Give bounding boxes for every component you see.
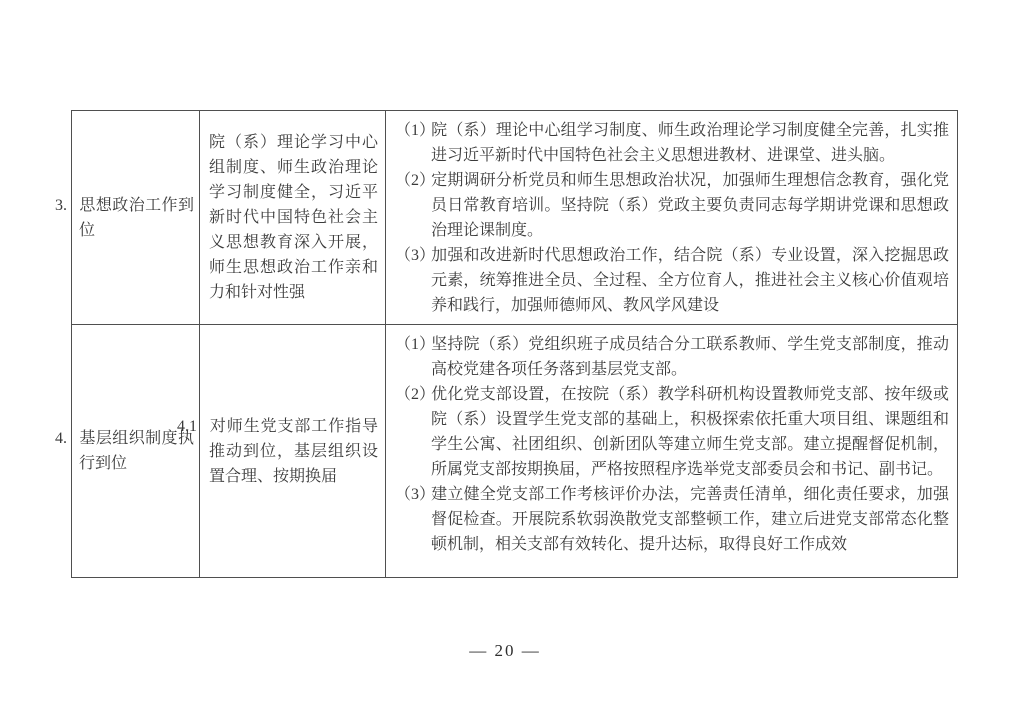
sub-criteria-text: 院（系）理论学习中心组制度、师生政治理论学习制度健全，习近平新时代中国特色社会主义思想教育深入开展，师生思想政治工作亲和力和针对性强 xyxy=(209,134,378,301)
detail-item-number: （1） xyxy=(395,336,436,353)
cell-item-number-name xyxy=(55,111,199,324)
item-label xyxy=(55,193,199,243)
detail-item-number: （3） xyxy=(395,247,436,264)
detail-item-number: （2） xyxy=(395,386,436,403)
table-row xyxy=(55,111,957,324)
item-number: 3. xyxy=(55,196,67,214)
page-number: — 20 — xyxy=(469,641,541,660)
detail-item-number: （2） xyxy=(395,172,436,189)
detail-item xyxy=(395,168,949,243)
sub-criteria-text: 对师生党支部工作指导推动到位，基层组织设置合理、按期换届 xyxy=(209,417,378,485)
detail-item xyxy=(395,382,949,482)
detail-item-text: 加强和改进新时代思想政治工作，结合院（系）专业设置，深入挖掘思政元素，统筹推进全员、全过程、全方位育人，推进社会主义核心价值观培养和践行，加强师德师风、教风学风建设 xyxy=(431,247,949,314)
cell-detail-criteria xyxy=(386,325,957,577)
detail-item xyxy=(395,332,949,382)
detail-item-text: 坚持院（系）党组织班子成员结合分工联系教师、学生党支部制度，推动高校党建各项任务落到基层党支部。 xyxy=(431,336,949,378)
detail-item-number: （3） xyxy=(395,486,436,503)
item-name: 基层组织制度执行到位 xyxy=(79,430,194,472)
detail-item xyxy=(395,243,949,318)
cell-item-number-name xyxy=(55,325,199,577)
detail-item-number: （1） xyxy=(395,122,436,139)
detail-item-text: 定期调研分析党员和师生思想政治状况，加强师生理想信念教育，强化党员日常教育培训。坚持院（系）党政主要负责同志每学期讲党课和思想政治理论课制度。 xyxy=(431,172,949,239)
detail-item-text: 建立健全党支部工作考核评价办法，完善责任清单，细化责任要求，加强督促检查。开展院系软弱涣散党支部整顿工作，建立后进党支部常态化整顿机制，相关支部有效转化、提升达标，取得良好工作成效 xyxy=(431,486,949,553)
table-row xyxy=(55,324,957,577)
evaluation-criteria-table xyxy=(55,110,958,578)
cell-sub-criteria xyxy=(177,325,386,577)
cell-sub-criteria xyxy=(199,111,386,324)
sub-criteria-label xyxy=(177,414,385,489)
detail-item xyxy=(395,118,949,168)
detail-item-text: 优化党支部设置，在按院（系）教学科研机构设置教师党支部、按年级或院（系）设置学生党支部的基础上，积极探索依托重大项目组、课题组和学生公寓、社团组织、创新团队等建立师生党支部。建立提醒督促机制，所属党支部按期换届，严格按照程序选举党支部委员会和书记、副书记。 xyxy=(431,386,949,478)
sub-criteria-number: 4.1 xyxy=(177,417,197,435)
item-number: 4. xyxy=(55,430,67,447)
cell-detail-criteria xyxy=(386,111,957,324)
detail-item xyxy=(395,482,949,557)
item-name: 思想政治工作到位 xyxy=(79,196,194,239)
detail-item-text: 院（系）理论中心组学习制度、师生政治理论学习制度健全完善，扎实推进习近平新时代中国特色社会主义思想进教材、进课堂、进头脑。 xyxy=(431,122,949,164)
